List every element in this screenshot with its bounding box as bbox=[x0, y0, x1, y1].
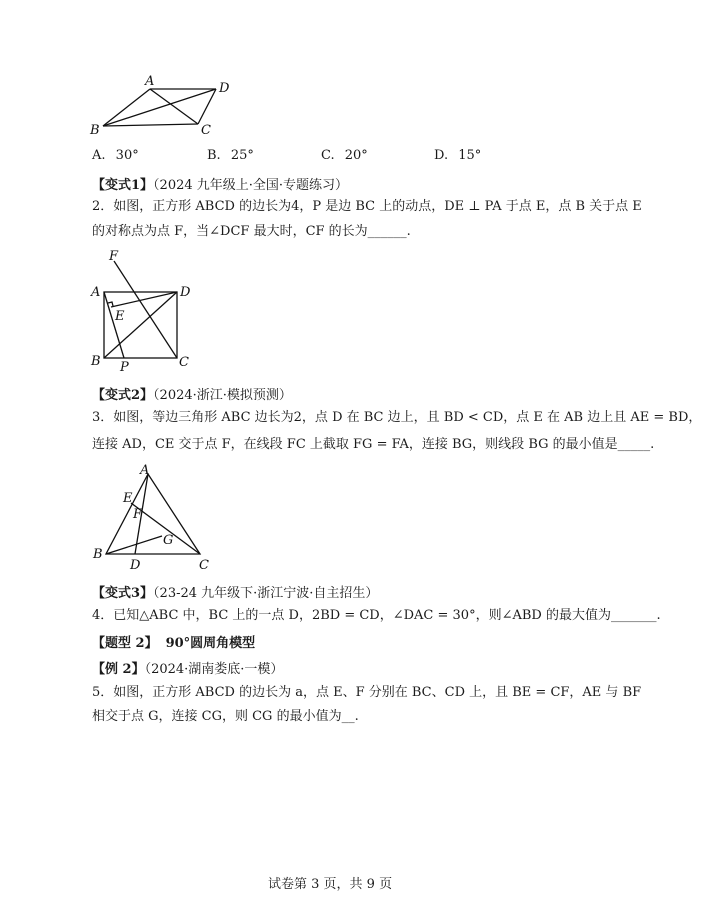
example-2-tag: 【例 2】 bbox=[92, 662, 145, 677]
label-c: C bbox=[201, 123, 211, 138]
option-d-letter: D. bbox=[434, 148, 449, 163]
question-5-line-2: 相交于点 G，连接 CG，则 CG 的最小值为__. bbox=[92, 709, 359, 724]
label-c: C bbox=[179, 355, 189, 370]
label-d: D bbox=[130, 558, 141, 573]
question-2-line-1: 2．如图，正方形 ABCD 的边长为4，P 是边 BC 上的动点，DE ⊥ PA 于点 E，点 B 关于点 E bbox=[92, 199, 642, 214]
figure-3-triangle bbox=[88, 462, 218, 572]
page-footer: 试卷第 3 页，共 9 页 bbox=[268, 877, 393, 892]
question-3-line-1: 3．如图，等边三角形 ABC 边长为2，点 D 在 BC 边上，且 BD < CD，点 E 在 AB 边上且 AE = BD， bbox=[92, 410, 701, 425]
figure-2-svg bbox=[88, 248, 198, 373]
type-2-heading bbox=[92, 632, 255, 651]
variant-2-heading bbox=[92, 384, 292, 403]
label-a: A bbox=[145, 74, 155, 89]
option-a bbox=[92, 148, 139, 163]
variant-3-heading bbox=[92, 582, 378, 601]
label-e: E bbox=[115, 309, 125, 324]
figure-2-square bbox=[88, 248, 198, 373]
option-c-value: 20° bbox=[344, 148, 368, 163]
question-3-line-2: 连接 AD，CE 交于点 F，在线段 FC 上截取 FG = FA，连接 BG，则线段 BG 的最小值是_____. bbox=[92, 437, 655, 452]
option-a-letter: A. bbox=[92, 148, 106, 163]
option-a-value: 30° bbox=[115, 148, 139, 163]
option-b-letter: B. bbox=[207, 148, 221, 163]
label-f: F bbox=[133, 507, 143, 522]
variant-3-source: （23-24 九年级下·浙江宁波·自主招生） bbox=[153, 586, 379, 601]
option-d bbox=[434, 148, 481, 163]
option-b-value: 25° bbox=[230, 148, 254, 163]
variant-3-tag: 【变式3】 bbox=[92, 586, 154, 601]
label-d: D bbox=[219, 81, 230, 96]
label-b: B bbox=[93, 547, 103, 562]
label-d: D bbox=[180, 285, 191, 300]
label-a: A bbox=[91, 285, 101, 300]
diag-bd bbox=[103, 89, 216, 126]
option-b bbox=[207, 148, 254, 163]
label-g: G bbox=[163, 533, 174, 548]
option-c bbox=[321, 148, 368, 163]
label-c: C bbox=[199, 558, 209, 573]
variant-1-source: （2024 九年级上·全国·专题练习） bbox=[153, 178, 349, 193]
figure-1-svg bbox=[88, 72, 238, 142]
example-2-source: （2024·湖南娄底·一模） bbox=[144, 662, 284, 677]
label-b: B bbox=[90, 123, 100, 138]
type-2-title: 90°圆周角模型 bbox=[165, 636, 256, 651]
question-5-line-1: 5．如图，正方形 ABCD 的边长为 a，点 E、F 分别在 BC、CD 上，且 BE = CF，AE 与 BF bbox=[92, 685, 642, 700]
variant-1-heading bbox=[92, 174, 348, 193]
question-4-line-1: 4．已知△ABC 中，BC 上的一点 D，2BD = CD，∠DAC = 30°，则∠ABD 的最大值为_______. bbox=[92, 608, 661, 623]
example-2-heading bbox=[92, 658, 283, 677]
variant-2-tag: 【变式2】 bbox=[92, 388, 154, 403]
variant-1-tag: 【变式1】 bbox=[92, 178, 154, 193]
label-e: E bbox=[123, 491, 133, 506]
label-f: F bbox=[109, 249, 119, 264]
edge-bc bbox=[103, 124, 198, 126]
label-p: P bbox=[120, 360, 129, 375]
option-c-letter: C. bbox=[321, 148, 335, 163]
edge-ab bbox=[103, 89, 150, 126]
triangle-abc bbox=[106, 474, 200, 554]
question-2-line-2: 的对称点为点 F，当∠DCF 最大时，CF 的长为______. bbox=[92, 224, 411, 239]
diag-ac bbox=[150, 89, 198, 124]
segment-de bbox=[111, 292, 177, 307]
right-angle-mark bbox=[108, 302, 113, 306]
variant-2-source: （2024·浙江·模拟预测） bbox=[153, 388, 292, 403]
figure-3-svg bbox=[88, 462, 218, 572]
figure-1-quadrilateral bbox=[88, 72, 238, 142]
label-b: B bbox=[91, 354, 101, 369]
label-a: A bbox=[140, 463, 150, 478]
type-2-tag: 【题型 2】 bbox=[92, 636, 158, 651]
option-d-value: 15° bbox=[458, 148, 482, 163]
